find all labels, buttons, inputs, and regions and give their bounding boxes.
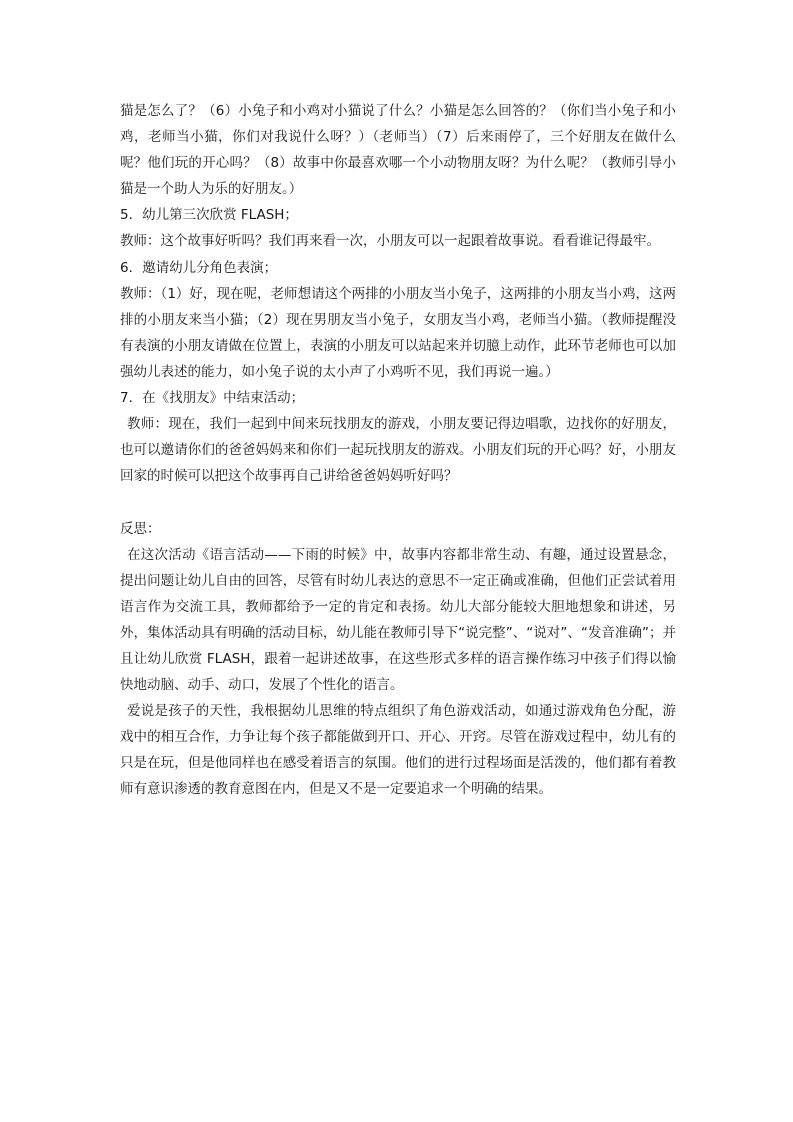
paragraph-reflection-1: 在这次活动《语言活动——下雨的时候》中，故事内容都非常生动、有趣，通过设置悬念，提出问题让幼儿自由的回答，尽管有时幼儿表达的意思不一定正确或准确，但他们正尝试着用语言作为交流工具，教师都给予一定的肯定和表扬。幼儿大部分能较大胆地想象和讲述，另外，集体活动具有明确的活动目标，幼儿能在教师引导下“说完整”、“说对”、“发音准确”；并且让幼儿欣赏 FLASH，跟着一起讲述故事，在这些形式多样的语言操作练习中孩子们得以愉快地动脑、动手、动口，发展了个性化的语言。 [120,546,676,694]
paragraph-questions: 猫是怎么了？（6）小兔子和小鸡对小猫说了什么？小猫是怎么回答的？（你们当小兔子和小鸡，老师当小猫，你们对我说什么呀？）（老师当）（7）后来雨停了，三个好朋友在做什么呢？他们玩的开心吗？（8）故事中你最喜欢哪一个小动物朋友呀？为什么呢？（教师引导小猫是一个助人为乐的好朋友。） [120,103,676,198]
heading-step-6: 6．邀请幼儿分角色表演； [120,259,278,276]
paragraph-teacher-flash: 教师：这个故事好听吗？我们再来看一次，小朋友可以一起跟着故事说。看看谁记得最牢。 [120,233,660,250]
heading-step-5: 5．幼儿第三次欣赏 FLASH； [120,207,298,224]
blank-line [120,489,676,515]
heading-reflection: 反思： [120,520,161,537]
heading-step-7: 7．在《找朋友》中结束活动； [120,390,305,407]
document-body [120,98,676,803]
paragraph-reflection-2: 爱说是孩子的天性，我根据幼儿思维的特点组织了角色游戏活动，如通过游戏角色分配，游戏中的相互合作，力争让每个孩子都能做到开口、开心、开窍。尽管在游戏过程中，幼儿有的只是在玩，但是他同样也在感受着语言的氛围。他们的进行过程场面是活泼的，他们都有着教师有意识渗透的教育意图在内，但是又不是一定要追求一个明确的结果。 [120,703,676,798]
paragraph-role-play: 教师：（1）好，现在呢，老师想请这个两排的小朋友当小兔子，这两排的小朋友当小鸡，这两排的小朋友来当小猫；（2）现在男朋友当小兔子，女朋友当小鸡，老师当小猫。（教师提醒没有表演的小朋友请做在位置上，表演的小朋友可以站起来并切臆上动作，此环节老师也可以加强幼儿表述的能力，如小兔子说的太小声了小鸡听不见，我们再说一遍。） [120,285,676,380]
paragraph-find-friends: 教师：现在，我们一起到中间来玩找朋友的游戏，小朋友要记得边唱歌，边找你的好朋友，也可以邀请你们的爸爸妈妈来和你们一起玩找朋友的游戏。小朋友们玩的开心吗？好，小朋友回家的时候可以把这个故事再自己讲给爸爸妈妈听好吗？ [120,416,676,485]
